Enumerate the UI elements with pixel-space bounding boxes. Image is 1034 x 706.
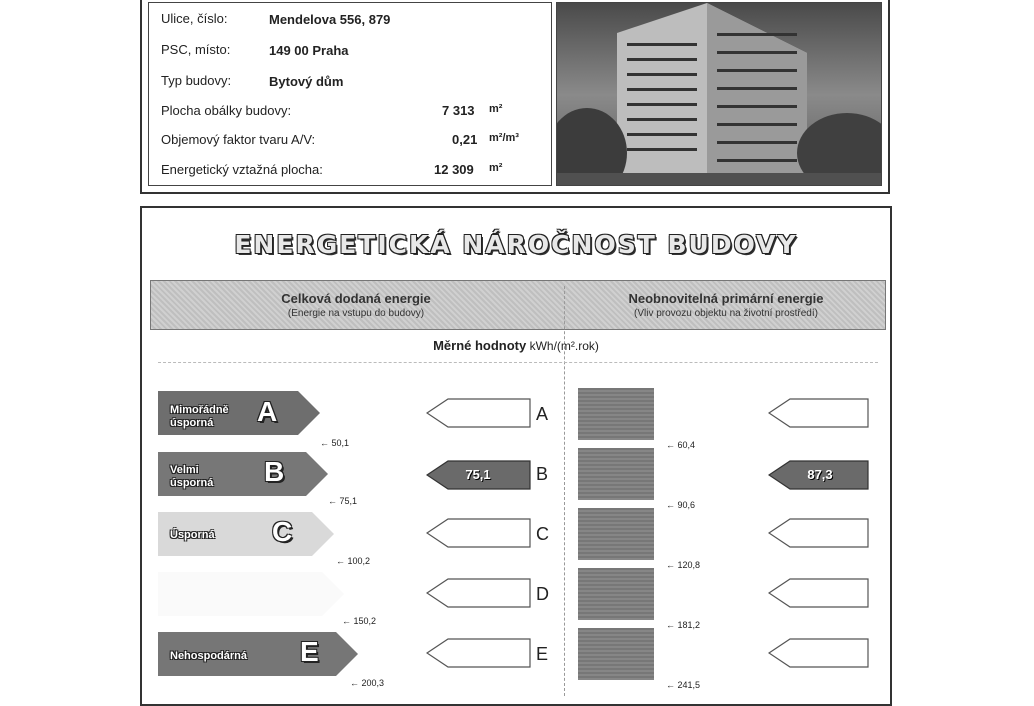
envelope-value: 7 313: [442, 103, 475, 118]
class-a-limit-right: ← 60,4: [666, 440, 696, 450]
class-b-label-line1: Velmi: [170, 464, 199, 476]
class-a-label-line2: úsporná: [170, 417, 214, 429]
delivered-indicator-d: [426, 578, 532, 608]
class-b-letter: B: [264, 456, 285, 487]
class-e-limit-left: ← 200,3: [350, 678, 385, 688]
class-a-label-line1: Mimořádně: [170, 404, 229, 416]
building-info-table: [148, 2, 552, 186]
primary-energy-value: 87,3: [807, 467, 833, 482]
units-divider: [158, 362, 878, 363]
delivered-indicator-e: [426, 638, 532, 668]
primary-indicator-d: [768, 578, 870, 608]
class-c-label-line1: Úsporná: [170, 529, 215, 541]
primary-scale-a: [578, 388, 654, 440]
class-a-letter: A: [257, 396, 278, 427]
street-label: Ulice, číslo:: [161, 11, 228, 26]
delivered-indicator-a: [426, 398, 532, 428]
delivered-energy-value: 75,1: [465, 467, 491, 482]
postal-value: 149 00 Praha: [269, 43, 349, 58]
units-row: [142, 338, 890, 353]
class-b-label-line2: úsporná: [170, 477, 214, 489]
class-e-limit-right: ← 241,5: [666, 680, 701, 690]
class-d-arrow: [158, 572, 344, 616]
units-bold: Měrné hodnoty: [433, 338, 527, 353]
class-d-limit-left: ← 150,2: [342, 616, 377, 626]
primary-energy-header: Neobnovitelná primární energie: [628, 291, 824, 306]
primary-scale-c: [578, 508, 654, 560]
shape-factor-label: Objemový faktor tvaru A/V:: [161, 132, 316, 147]
type-value: Bytový dům: [269, 74, 344, 89]
class-b-limit-right: ← 90,6: [666, 500, 696, 510]
column-header-band: [150, 280, 886, 330]
building-photo-image: [557, 3, 882, 186]
type-label: Typ budovy:: [161, 73, 232, 88]
class-d-limit-right: ← 181,2: [666, 620, 701, 630]
envelope-unit: m²: [489, 103, 503, 115]
scale-letter-a: A: [536, 404, 549, 424]
envelope-label: Plocha obálky budovy:: [161, 103, 292, 118]
class-e-letter: E: [300, 636, 319, 667]
class-c-limit-left: ← 100,2: [336, 556, 371, 566]
class-e-label-line1: Nehospodárná: [170, 650, 248, 662]
primary-energy-subheader: (Vliv provozu objektu na životní prostředí): [634, 308, 818, 319]
primary-indicator-e: [768, 638, 870, 668]
building-photo: [556, 2, 882, 186]
class-c-limit-right: ← 120,8: [666, 560, 701, 570]
shape-factor-value: 0,21: [452, 132, 478, 147]
delivered-energy-header: Celková dodaná energie: [281, 291, 431, 306]
energy-rating-panel: [140, 206, 892, 706]
reference-area-label: Energetický vztažná plocha:: [161, 162, 323, 177]
shape-factor-unit: m²/m³: [489, 132, 519, 144]
street-value: Mendelova 556, 879: [269, 12, 391, 27]
units-rest: kWh/(m².rok): [529, 339, 599, 353]
scale-letter-b: B: [536, 464, 549, 484]
scale-letter-c: C: [536, 524, 549, 544]
primary-scale-d: [578, 568, 654, 620]
energy-rating-title: ENERGETICKÁ NÁROČNOST BUDOVY: [234, 230, 798, 259]
primary-indicator-a: [768, 398, 870, 428]
delivered-energy-subheader: (Energie na vstupu do budovy): [287, 308, 425, 319]
scale-letter-d: D: [536, 584, 549, 604]
primary-scale-e: [578, 628, 654, 680]
class-c-letter: C: [272, 516, 293, 547]
reference-area-value: 12 309: [434, 162, 474, 177]
scale-letter-e: E: [536, 644, 549, 664]
class-b-limit-left: ← 75,1: [328, 496, 358, 506]
delivered-indicator-c: [426, 518, 532, 548]
reference-area-unit: m²: [489, 162, 503, 174]
postal-label: PSC, místo:: [161, 42, 231, 57]
primary-scale-b: [578, 448, 654, 500]
primary-indicator-c: [768, 518, 870, 548]
building-info-panel: [140, 0, 890, 194]
class-a-limit-left: ← 50,1: [320, 438, 350, 448]
